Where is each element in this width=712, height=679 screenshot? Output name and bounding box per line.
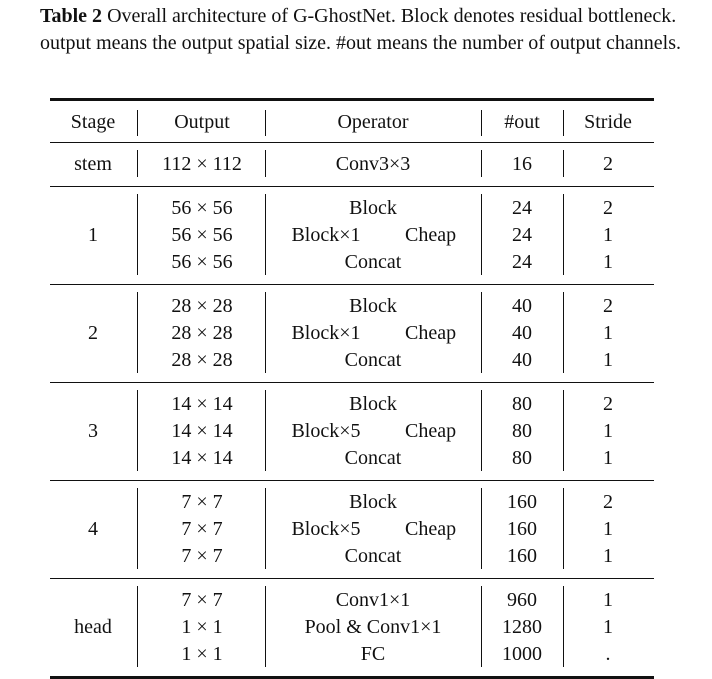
output-cell: 7 × 7	[181, 545, 223, 567]
column-separator	[137, 110, 138, 136]
out-cell: 40	[512, 295, 532, 317]
operator-cell: Block	[349, 491, 397, 513]
stride-cell: 2	[603, 153, 613, 175]
column-separator	[563, 292, 564, 373]
header-stride: Stride	[584, 111, 632, 133]
output-cell: 7 × 7	[181, 518, 223, 540]
output-cell: 56 × 56	[171, 224, 233, 246]
column-separator	[265, 110, 266, 136]
out-cell: 16	[512, 153, 532, 175]
output-cell: 1 × 1	[181, 643, 223, 665]
column-separator	[137, 390, 138, 471]
header-out: #out	[504, 111, 540, 133]
operator-cell: Block	[349, 295, 397, 317]
column-separator	[265, 194, 266, 275]
stage-label: 1	[88, 224, 98, 246]
stage-label: head	[74, 616, 112, 638]
column-separator	[481, 194, 482, 275]
column-separator	[563, 110, 564, 136]
stride-cell: 1	[603, 545, 613, 567]
group-rule	[50, 186, 654, 187]
operator-cell: Block	[349, 393, 397, 415]
group-rule	[50, 284, 654, 285]
out-cell: 1280	[502, 616, 542, 638]
stride-cell: 2	[603, 197, 613, 219]
column-separator	[481, 150, 482, 177]
column-separator	[265, 292, 266, 373]
stride-cell: 1	[603, 224, 613, 246]
output-cell: 112 × 112	[162, 153, 242, 175]
column-separator	[137, 488, 138, 569]
stride-cell: 2	[603, 491, 613, 513]
column-separator	[563, 488, 564, 569]
out-cell: 160	[507, 518, 537, 540]
header-operator: Operator	[337, 111, 409, 133]
header-rule	[50, 142, 654, 143]
out-cell: 40	[512, 322, 532, 344]
stride-cell: 1	[603, 420, 613, 442]
operator-cell: Conv1×1	[335, 589, 411, 611]
group-rule	[50, 382, 654, 383]
operator-cell: Concat	[344, 545, 402, 567]
operator-cell: Conv3×3	[335, 153, 411, 175]
operator-cell: Block×1	[291, 224, 361, 246]
column-separator	[481, 110, 482, 136]
column-separator	[265, 150, 266, 177]
out-cell: 160	[507, 491, 537, 513]
column-separator	[563, 390, 564, 471]
stride-cell: 1	[603, 447, 613, 469]
header-output: Output	[174, 111, 230, 133]
cheap-label: Cheap	[405, 420, 457, 442]
output-cell: 7 × 7	[181, 589, 223, 611]
stride-cell: 1	[603, 589, 613, 611]
stride-cell: .	[605, 643, 611, 665]
stride-cell: 1	[603, 251, 613, 273]
operator-cell: Block	[349, 197, 397, 219]
out-cell: 24	[512, 224, 532, 246]
operator-cell: Concat	[344, 447, 402, 469]
caption-label: Table 2	[40, 5, 103, 27]
column-separator	[265, 488, 266, 569]
column-separator	[137, 292, 138, 373]
operator-cell: Block×1	[291, 322, 361, 344]
stage-label: 3	[88, 420, 98, 442]
output-cell: 14 × 14	[171, 393, 233, 415]
operator-cell: Pool & Conv1×1	[304, 616, 442, 638]
column-separator	[481, 488, 482, 569]
stride-cell: 2	[603, 393, 613, 415]
output-cell: 28 × 28	[171, 349, 233, 371]
out-cell: 960	[507, 589, 537, 611]
operator-cell: Block×5	[291, 518, 361, 540]
table-caption	[40, 3, 700, 57]
out-cell: 24	[512, 197, 532, 219]
stride-cell: 2	[603, 295, 613, 317]
output-cell: 14 × 14	[171, 447, 233, 469]
operator-cell: FC	[360, 643, 386, 665]
stage-label: stem	[74, 153, 112, 175]
output-cell: 28 × 28	[171, 322, 233, 344]
column-separator	[481, 292, 482, 373]
stride-cell: 1	[603, 349, 613, 371]
out-cell: 1000	[502, 643, 542, 665]
output-cell: 7 × 7	[181, 491, 223, 513]
stride-cell: 1	[603, 322, 613, 344]
stage-label: 2	[88, 322, 98, 344]
column-separator	[481, 390, 482, 471]
out-cell: 40	[512, 349, 532, 371]
stride-cell: 1	[603, 616, 613, 638]
operator-cell: Concat	[344, 349, 402, 371]
column-separator	[137, 150, 138, 177]
column-separator	[265, 390, 266, 471]
output-cell: 56 × 56	[171, 251, 233, 273]
cheap-label: Cheap	[405, 224, 457, 246]
stride-cell: 1	[603, 518, 613, 540]
operator-cell: Concat	[344, 251, 402, 273]
out-cell: 80	[512, 393, 532, 415]
header-stage: Stage	[70, 111, 116, 133]
cheap-label: Cheap	[405, 322, 457, 344]
output-cell: 1 × 1	[181, 616, 223, 638]
output-cell: 56 × 56	[171, 197, 233, 219]
group-rule	[50, 578, 654, 579]
output-cell: 14 × 14	[171, 420, 233, 442]
group-rule	[50, 480, 654, 481]
table-top-rule	[50, 98, 654, 101]
column-separator	[563, 150, 564, 177]
output-cell: 28 × 28	[171, 295, 233, 317]
stage-label: 4	[88, 518, 98, 540]
operator-cell: Block×5	[291, 420, 361, 442]
column-separator	[137, 194, 138, 275]
out-cell: 80	[512, 420, 532, 442]
column-separator	[563, 194, 564, 275]
out-cell: 24	[512, 251, 532, 273]
out-cell: 160	[507, 545, 537, 567]
out-cell: 80	[512, 447, 532, 469]
cheap-label: Cheap	[405, 518, 457, 540]
caption-text: Overall architecture of G-GhostNet. Block denotes residual bottleneck. output means the output spatial size. #out means the number of output channels.	[40, 5, 681, 54]
